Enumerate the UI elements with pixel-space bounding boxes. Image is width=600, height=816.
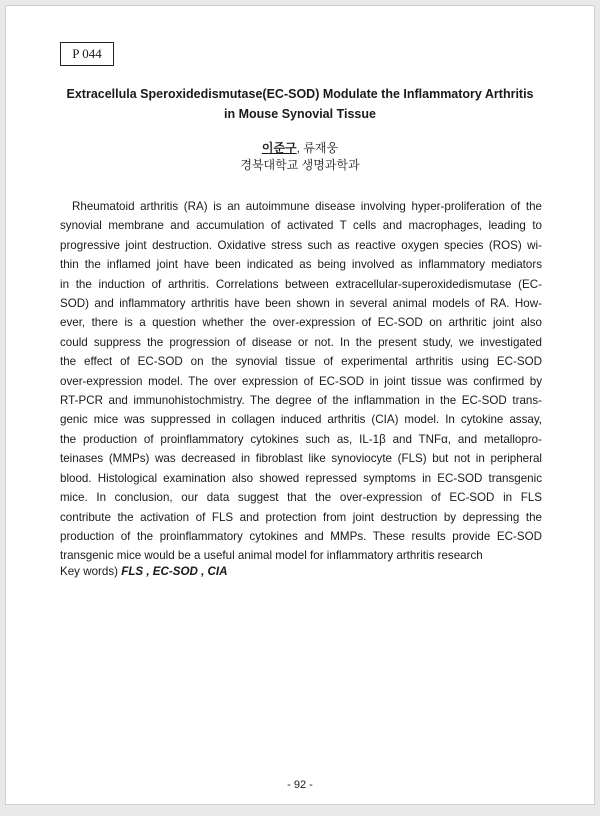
abstract-line: could suppress the progression of disease or not. In the present study, we investigated	[60, 335, 542, 349]
keywords-values: FLS , EC-SOD , CIA	[121, 565, 228, 578]
abstract-line: RT-PCR and immunohistochmistry. The degree of the inflammation in the EC-SOD trans-	[60, 394, 542, 408]
abstract-line: the effect of EC-SOD on the synovial tissue of experimental arthritis using EC-SOD	[60, 355, 542, 369]
author-list	[46, 139, 554, 157]
affiliation: 경북대학교 생명과학과	[240, 158, 360, 172]
abstract-line: production of the proinflammatory cytokines and MMPs. These results provide EC-SOD	[60, 529, 542, 543]
poster-code: P 044	[60, 42, 114, 66]
co-author: 류재웅	[303, 141, 339, 155]
abstract-line: Rheumatoid arthritis (RA) is an autoimmune disease involving hyper-proliferation of the	[72, 200, 542, 213]
presenting-author: 이준구	[261, 141, 297, 155]
abstract-line: in the induction of arthritis. Correlations between extracellular-superoxidedismutase (EC-	[60, 277, 542, 291]
abstract-line: over-expression model. The over expression of EC-SOD in joint tissue was confirmed by	[60, 374, 542, 388]
abstract-line: the production of proinflammatory cytokines such as, IL-1β and TNFα, and metallopro-	[60, 432, 542, 446]
document-page	[6, 6, 594, 804]
paper-title	[46, 84, 554, 124]
abstract-line: teinases (MMPs) was decreased in fibroblast like synoviocyte (FLS) but not in peripheral	[60, 452, 542, 466]
keywords	[60, 563, 228, 581]
abstract-line: ever, there is a question whether the over-expression of EC-SOD on arthritic joint also	[60, 316, 542, 330]
abstract-line: progressive joint destruction. Oxidative stress such as reactive oxygen species (ROS) wi-	[60, 238, 542, 252]
author-separator: ,	[296, 141, 304, 155]
page-number: - 92 -	[287, 779, 313, 791]
title-line: in Mouse Synovial Tissue	[224, 107, 376, 121]
abstract-line: blood. Histological examination also showed repressed symptoms in EC-SOD transgenic	[60, 471, 542, 485]
abstract-line: SOD) and inflammatory arthritis have been shown in several animal models of RA. How-	[60, 297, 542, 311]
abstract-body	[60, 197, 542, 566]
abstract-line: genic mice was suppressed in collagen induced arthritis (CIA) model. In cytokine assay,	[60, 413, 542, 427]
abstract-line: mice. In conclusion, our data suggest that the over-expression of EC-SOD in FLS	[60, 491, 542, 505]
keywords-label: Key words)	[60, 565, 118, 578]
title-line: Extracellula Speroxidedismutase(EC-SOD) Modulate the Inflammatory Arthritis	[66, 87, 534, 101]
abstract-line: contribute the activation of FLS and protection from joint destruction by depressing the	[60, 510, 542, 524]
abstract-line: synovial membrane and accumulation of activated T cells and macrophages, leading to	[60, 219, 542, 233]
abstract-line: thin the inflamed joint have been indicated as being involved as inflammatory mediators	[60, 258, 542, 272]
abstract-line: transgenic mice would be a useful animal model for inflammatory arthritis research	[60, 549, 483, 563]
